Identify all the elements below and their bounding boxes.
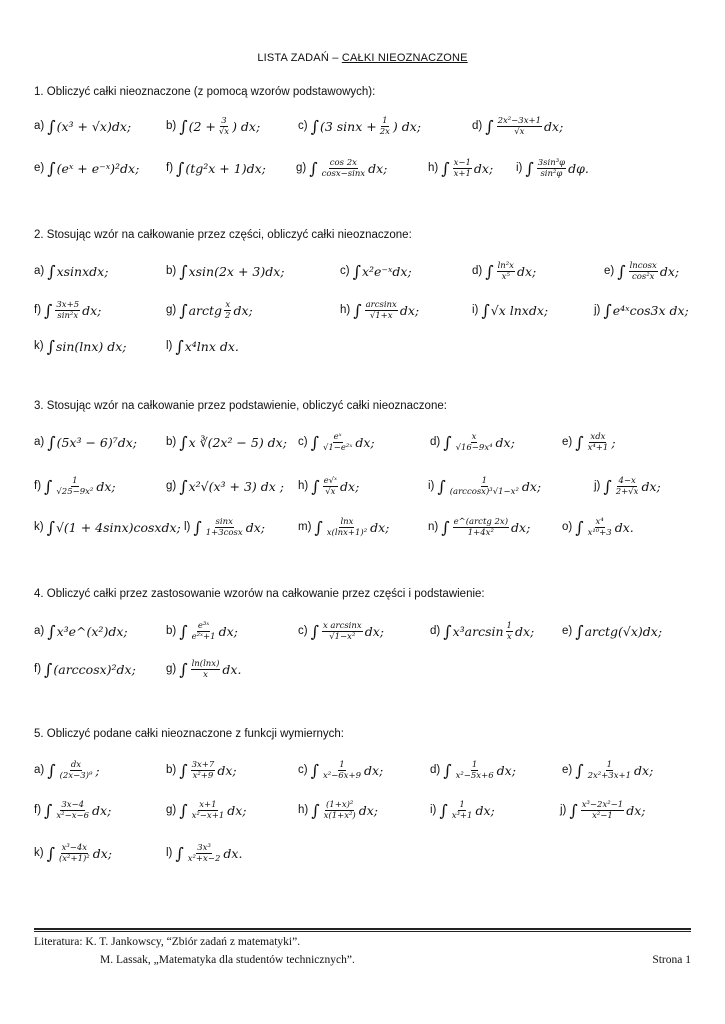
s5-d: d) ∫ $\frac{1}{\text{x²−5x+6}}$ dx;: [430, 759, 516, 781]
s2-row2: [34, 296, 705, 324]
title-prefix: LISTA ZADAŃ –: [257, 52, 342, 64]
s2-a: a) ∫ xsinxdx;: [34, 261, 109, 281]
s2-b: b) ∫ xsin(2x + 3)dx;: [166, 261, 285, 281]
s3-i: i) ∫ $\frac{1}{\text{(arccosx)³√1−x²}}$ dx;: [428, 475, 542, 497]
s3-n: n) ∫ $\frac{\text{e\textasciicircum{}(arctg 2x)}}{\text{1+4x²}}$ dx;: [428, 516, 531, 538]
s5-f: f) ∫ $\frac{3x-4}{\text{x²−x−6}}$ dx;: [34, 799, 112, 821]
s1-c: c) ∫ (3 sinx + $\frac{1}{2x}$ ) dx;: [298, 115, 422, 137]
s2-f: f) ∫ $\frac{3x+5}{\text{sin²x}}$ dx;: [34, 299, 102, 321]
s2-i: i) ∫ √x lnxdx;: [472, 300, 549, 320]
s5-h: h) ∫ $\frac{\text{(1+x)²}}{\text{x(1+x²)}}$ dx;: [298, 799, 379, 821]
footer-divider-thin: [34, 931, 691, 932]
s3-b: b) ∫ x ∛(2x² − 5) dx;: [166, 432, 287, 452]
s2-h: h) ∫ $\frac{\arcsin x}{√1+x}$ dx;: [340, 299, 420, 321]
s1-a: a) ∫ (x³ + √x)dx;: [34, 116, 132, 136]
s3-g: g) ∫ x²√(x³ + 3) dx ;: [166, 476, 285, 496]
s5-c: c) ∫ $\frac{1}{\text{x²−6x+9}}$ dx;: [298, 759, 384, 781]
s5-a: a) ∫ $\frac{dx}{\text{(2x−3)⁹}}$ ;: [34, 759, 100, 781]
s1-d: d) ∫ $\frac{\text{2x²−3x+1}}{√x}$ dx;: [472, 115, 564, 137]
s5-k: k) ∫ $\frac{\text{x³−4x}}{\text{(x²+1)²}}$ dx;: [34, 842, 112, 864]
s3-a: a) ∫ (5x³ − 6)⁷dx;: [34, 432, 137, 452]
s4-d: d) ∫ x³arcsin $\frac{1}{x}$ dx;: [430, 620, 535, 642]
s1-e: e) ∫ (eˣ + e⁻ˣ)²dx;: [34, 158, 140, 178]
s3-j: j) ∫ $\frac{4-x}{2+√x}$ dx;: [594, 475, 661, 497]
s3-row3: [34, 513, 705, 541]
s5-row1: [34, 756, 705, 784]
section-5-heading: 5. Obliczyć podane całki nieoznaczone z funkcji wymiernych:: [34, 728, 345, 740]
s3-f: f) ∫ $\frac{1}{\text{√25−9x²}}$ dx;: [34, 475, 116, 497]
s4-e: e) ∫ arctg(√x)dx;: [562, 621, 663, 641]
s3-k: k) ∫ √(1 + 4sinx)cosxdx;: [34, 517, 181, 537]
s4-f: f) ∫ (arccosx)²dx;: [34, 659, 136, 679]
page-title: [0, 52, 725, 64]
page-number: Strona 1: [652, 954, 691, 966]
s3-m: m) ∫ $\frac{\ln x}{\text{x(lnx+1)²}}$ dx;: [298, 516, 390, 538]
s1-f: f) ∫ (tg²x + 1)dx;: [166, 158, 266, 178]
s4-row1: [34, 617, 705, 645]
s1-i: i) ∫ $\frac{\text{3sin³φ}}{\text{sin²φ}}$ dφ.: [516, 157, 589, 179]
title-topic: CAŁKI NIEOZNACZONE: [341, 52, 468, 64]
section-2-heading: 2. Stosując wzór na całkowanie przez części, obliczyć całki nieoznaczone:: [34, 229, 412, 241]
s3-o: o) ∫ $\frac{\text{x⁴}}{\text{x¹⁰+3}}$ dx.: [562, 516, 634, 538]
s2-d: d) ∫ $\frac{\text{ln²x}}{\text{x⁵}}$ dx;: [472, 260, 537, 282]
s2-e: e) ∫ $\frac{lncosx}{\text{cos²x}}$ dx;: [604, 260, 680, 282]
s3-l: l) ∫ $\frac{\sin x}{1+3\cos x}$ dx;: [184, 516, 265, 538]
s2-c: c) ∫ x²e⁻ˣdx;: [340, 261, 412, 281]
s1-h: h) ∫ $\frac{x-1}{x+1}$ dx;: [428, 157, 494, 179]
s3-row2: [34, 472, 705, 500]
s3-d: d) ∫ $\frac{x}{\text{√16−9x⁴}}$ dx;: [430, 431, 515, 453]
s5-e: e) ∫ $\frac{1}{\text{2x²+3x+1}}$ dx;: [562, 759, 654, 781]
s4-row2: [34, 655, 705, 683]
footer-reference-2: M. Lassak, „Matematyka dla studentów technicznych”.: [100, 954, 355, 966]
s5-b: b) ∫ $\frac{3x+7}{\text{x²+9}}$ dx;: [166, 759, 237, 781]
s5-g: g) ∫ $\frac{x+1}{\text{x²−x+1}}$ dx;: [166, 799, 247, 821]
s2-row3: [34, 332, 705, 360]
s5-row2: [34, 796, 705, 824]
s5-j: j) ∫ $\frac{\text{x³−2x²−1}}{\text{x²−1}}$ dx;: [560, 799, 646, 821]
s2-l: l) ∫ x⁴lnx dx.: [166, 336, 239, 356]
s3-e: e) ∫ $\frac{\text{xdx}}{\text{x⁴+1}}$ ;: [562, 431, 616, 453]
footer-reference-1: Literatura: K. T. Jankowscy, “Zbiór zadań z matematyki”.: [34, 936, 301, 948]
s4-g: g) ∫ $\frac{\ln(\ln x)}{x}$ dx.: [166, 658, 242, 680]
s1-row2: [34, 154, 705, 182]
s4-c: c) ∫ $\frac{\text{x arcsinx}}{\text{√1−x²}}$ dx;: [298, 620, 384, 642]
s4-a: a) ∫ x³e^(x²)dx;: [34, 621, 128, 641]
s1-g: g) ∫ $\frac{\cos 2x}{\cos x-\sin x}$ dx;: [296, 157, 388, 179]
s5-row3: [34, 839, 705, 867]
s2-row1: [34, 257, 705, 285]
s2-g: g) ∫ arctg $\frac{x}{2}$ dx;: [166, 299, 253, 321]
s1-row1: [34, 112, 705, 140]
section-3-heading: 3. Stosując wzór na całkowanie przez podstawienie, obliczyć całki nieoznaczone:: [34, 400, 447, 412]
footer-divider: [34, 928, 691, 930]
s3-h: h) ∫ $\frac{\text{e√ˣ}}{√x}$ dx;: [298, 475, 360, 497]
s2-j: j) ∫ e⁴ˣcos3x dx;: [594, 300, 689, 320]
section-4-heading: 4. Obliczyć całki przez zastosowanie wzorów na całkowanie przez części i podstawienie:: [34, 588, 485, 600]
s3-c: c) ∫ $\frac{\text{eˣ}}{\text{√1−e²ˣ}}$ dx;: [298, 431, 375, 453]
s3-row1: [34, 428, 705, 456]
s2-k: k) ∫ sin(lnx) dx;: [34, 336, 127, 356]
s1-b: b) ∫ (2 + $\frac{3}{√x}$ ) dx;: [166, 115, 261, 137]
s5-l: l) ∫ $\frac{\text{3x³}}{\text{x²+x−2}}$ dx.: [166, 842, 243, 864]
s4-b: b) ∫ $\frac{\text{e³ˣ}}{\text{e²ˣ+1}}$ dx;: [166, 620, 238, 642]
s5-i: i) ∫ $\frac{1}{\text{x³+1}}$ dx;: [430, 799, 495, 821]
section-1-heading: 1. Obliczyć całki nieoznaczone (z pomocą wzorów podstawowych):: [34, 86, 376, 98]
